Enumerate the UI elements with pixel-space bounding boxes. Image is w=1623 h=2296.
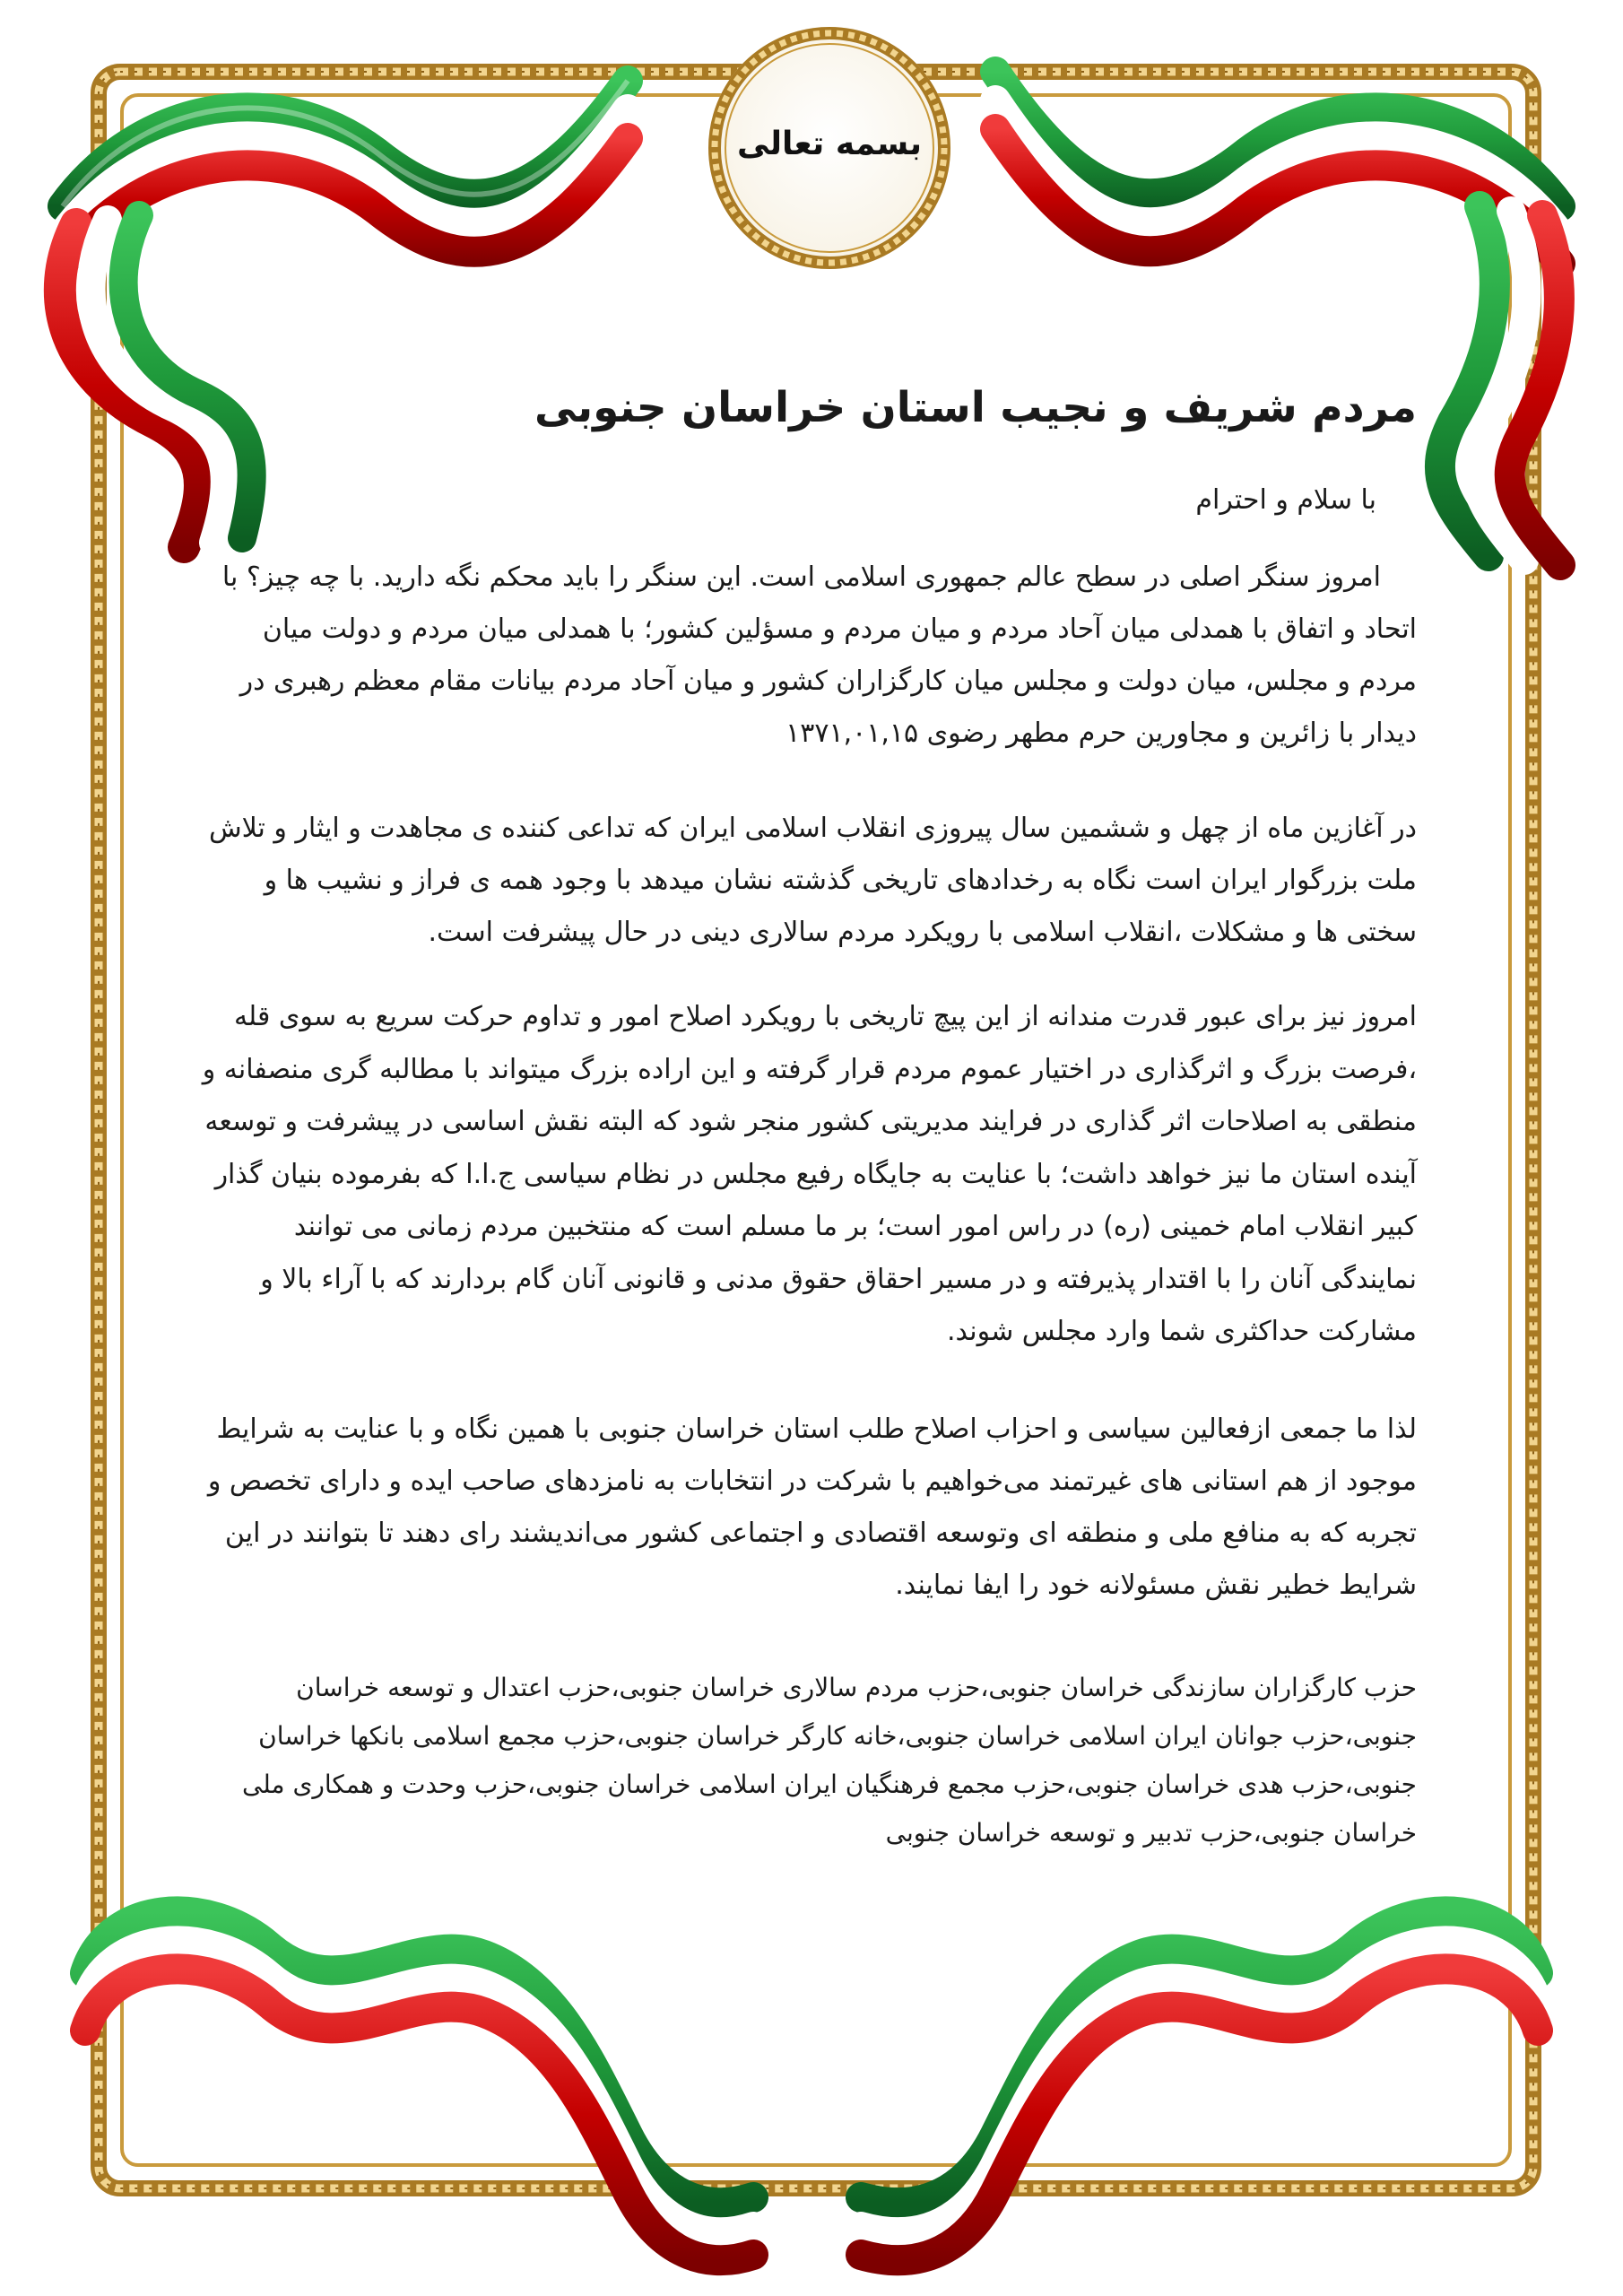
- flag-ribbon: [861, 1911, 1538, 2260]
- paragraph-2: در آغازین ماه از چهل و ششمین سال پیروزی انقلاب اسلامی ایران که تداعی کننده ی مجاهدت و ایثار و تلاش ملت بزرگوار ایران است نگاه به رخدادهای تاریخی گذشته نشان میدهد با وجود همه ی فراز و نشیب ها و سختی ها و مشکلات ،انقلاب اسلامی با رویکرد مردم سالاری دینی در حال پیشرفت است.: [208, 813, 1417, 948]
- letter-title: مردم شریف و نجیب استان خراسان جنوبی: [534, 383, 1417, 432]
- paragraph-1: امروز سنگر اصلی در سطح عالم جمهوری اسلامی است. این سنگر را باید محکم نگه دارید. با چه چیز؟ با اتحاد و اتفاق با همدلی میان آحاد مردم و میان مردم و مسؤلین کشور؛ با همدلی میان مردم و دولت میان مردم و مجلس، میان دولت و مجلس میان کارگزاران کشور و میان آحاد مردم بیانات مقام معظم رهبری در دیدار با زائرین و مجاورین حرم مطهر رضوی ۱۳۷۱,۰۱,۱۵: [221, 561, 1417, 749]
- paragraph-4: لذا ما جمعی ازفعالین سیاسی و احزاب اصلاح طلب استان خراسان جنوبی با همین نگاه و با عنایت به شرایط موجود از هم استانی های غیرتمند می‌خواهیم با شرکت در انتخابات به نامزدهای صاحب ایده و دارای تخصص و تجربه که به منافع ملی و منطقه ای وتوسعه اقتصادی و اجتماعی کشور می‌اندیشند رای دهند تا بتوانند در این شرایط خطیر نقش مسئولانه خود را ایفا نمایند.: [207, 1413, 1417, 1601]
- invocation-heading: بسمه تعالی: [737, 126, 922, 162]
- greeting: با سلام و احترام: [1195, 484, 1376, 516]
- flag-ribbon: [85, 1911, 753, 2260]
- flag-ribbon: [1440, 206, 1560, 565]
- flag-ribbon: [63, 81, 628, 264]
- signatories-list: حزب کارگزاران سازندگی خراسان جنوبی،حزب مردم سالاری خراسان جنوبی،حزب اعتدال و توسعه خراسان جنوبی،حزب جوانان ایران اسلامی خراسان جنوبی،خانه کارگر خراسان جنوبی،حزب مجمع اسلامی بانکها خراسان جنوبی،حزب هدی خراسان جنوبی،حزب مجمع فرهنگیان ایران اسلامی خراسان جنوبی،حزب وحدت و همکاری ملی خراسان جنوبی،حزب تدبیر و توسعه خراسان جنوبی: [241, 1673, 1417, 1848]
- paragraph-3: امروز نیز برای عبور قدرت مندانه از این پیچ تاریخی با رویکرد اصلاح امور و تداوم حرکت سریع به سوی قله ،فرصت بزرگ و اثرگذاری در اختیار عموم مردم قرار گرفته و این اراده بزرگ میتواند با مطالبه گری منصفانه و منطقی به اصلاحات اثر گذاری در فرایند مدیریتی کشور منجر شود که البته نقش اساسی در پیشرفت و توسعه آینده استان ما نیز خواهد داشت؛ با عنایت به جایگاه رفیع مجلس در نظام سیاسی ج.ا.ا که بفرموده بنیان گذار کبیر انقلاب امام خمینی (ره) در راس امور است؛ بر ما مسلم است که منتخبین مردم زمانی می توانند نمایندگی آنان را با اقتدار پذیرفته و در مسیر احقاق حقوق مدنی و قانونی آنان گام بردارند که با آراء بالا و مشارکت حداکثری شما وارد مجلس شوند.: [202, 1001, 1417, 1347]
